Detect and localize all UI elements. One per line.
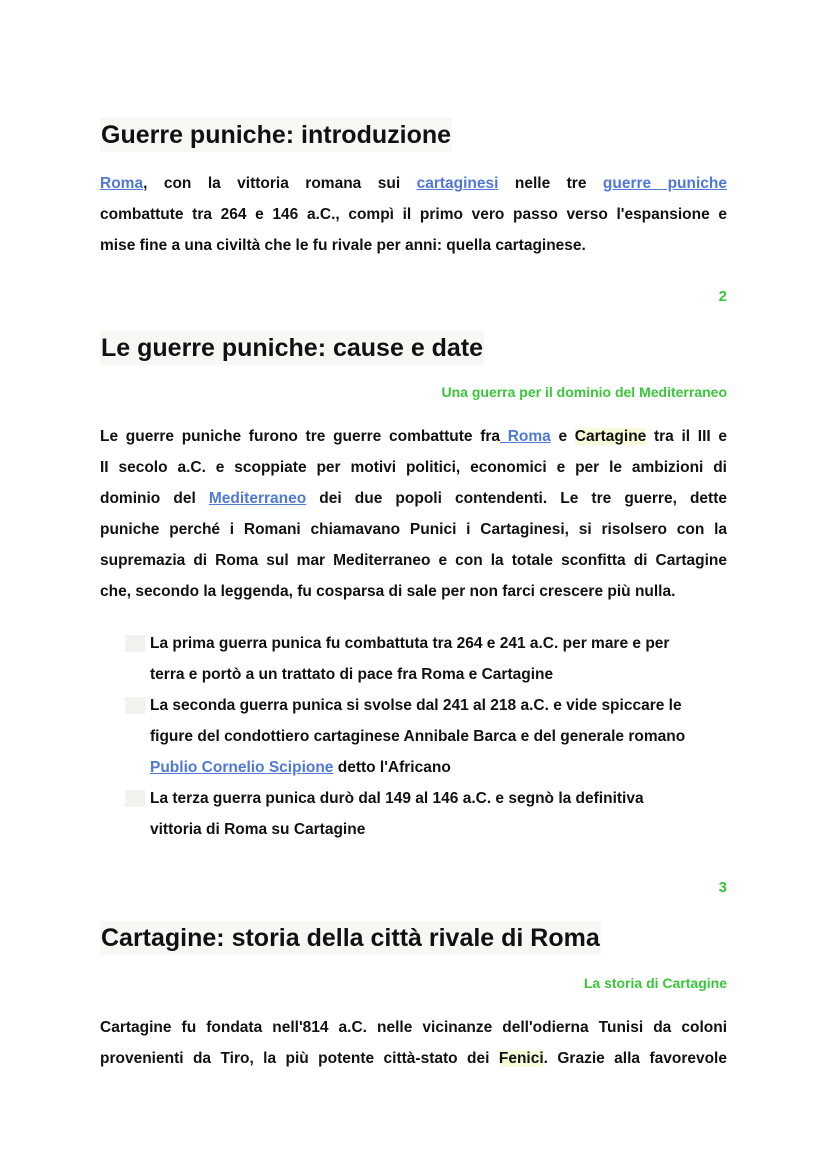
highlight-fenici: Fenici	[498, 1050, 544, 1067]
highlight-cartagine: Cartagine	[574, 428, 647, 445]
text-line: mise fine a una civiltà che le fu rivale per anni: quella cartaginese.	[100, 237, 586, 254]
text-line: Cartagine fu fondata nell'814 a.C. nelle vicinanze dell'odierna Tunisi da coloni	[100, 1019, 727, 1036]
intro-paragraph	[100, 168, 727, 261]
section-subtitle: La storia di Cartagine	[583, 975, 727, 991]
text-line: puniche perché i Romani chiamavano Punici i Cartaginesi, si risolsero con la	[100, 521, 727, 538]
text: dei due popoli contendenti. Le tre guerre, dette	[306, 490, 727, 507]
section-number: 2	[718, 288, 727, 305]
text-line: figure del condottiero cartaginese Annibale Barca e del generale romano	[150, 728, 686, 745]
text: . Grazie alla favorevole	[543, 1050, 727, 1067]
section-title-intro: Guerre puniche: introduzione	[100, 118, 452, 152]
text-line: vittoria di Roma su Cartagine	[150, 821, 366, 838]
text-line: supremazia di Roma sul mar Mediterraneo e con la totale sconfitta di Cartagine	[100, 552, 727, 569]
text: nelle tre	[498, 175, 603, 192]
text-line: che, secondo la leggenda, fu cosparsa di sale per non farci crescere più nulla.	[100, 583, 676, 600]
text: detto l'Africano	[333, 759, 451, 776]
cartagine-paragraph	[100, 1012, 727, 1074]
bullet-marker	[125, 635, 145, 652]
list-item	[125, 628, 727, 690]
section-title-cartagine: Cartagine: storia della città rivale di Roma	[100, 921, 601, 955]
text-line: La prima guerra punica fu combattuta tra 264 e 241 a.C. per mare e per	[150, 635, 670, 652]
text: Le guerre puniche furono tre guerre combattute fra	[100, 428, 501, 445]
text: e	[550, 428, 575, 445]
text-line: terra e portò a un trattato di pace fra Roma e Cartagine	[150, 666, 554, 683]
text-line: La seconda guerra punica si svolse dal 241 al 218 a.C. e vide spiccare le	[150, 697, 682, 714]
section-number: 3	[718, 879, 727, 896]
section-subtitle: Una guerra per il dominio del Mediterraneo	[441, 384, 727, 400]
bullet-marker	[125, 790, 145, 807]
link-roma[interactable]: Roma	[500, 428, 551, 445]
wars-list	[125, 628, 727, 845]
list-item	[125, 690, 727, 783]
bullet-marker	[125, 697, 145, 714]
text-line: La terza guerra punica durò dal 149 al 146 a.C. e segnò la definitiva	[150, 790, 644, 807]
text: provenienti da Tiro, la più potente città-stato dei	[100, 1050, 499, 1067]
section-title-cause: Le guerre puniche: cause e date	[100, 331, 484, 365]
cause-paragraph	[100, 421, 727, 607]
text: , con la vittoria romana sui	[143, 175, 417, 192]
list-item	[125, 783, 727, 845]
link-guerre-puniche[interactable]: guerre puniche	[602, 175, 727, 192]
link-cartaginesi[interactable]: cartaginesi	[416, 175, 499, 192]
link-mediterraneo[interactable]: Mediterraneo	[208, 490, 307, 507]
link-roma[interactable]: Roma	[100, 175, 144, 192]
text-line: II secolo a.C. e scoppiate per motivi politici, economici e per le ambizioni di	[100, 459, 727, 476]
text: tra il III e	[646, 428, 727, 445]
link-scipione[interactable]: Publio Cornelio Scipione	[150, 759, 334, 776]
text-line: combattute tra 264 e 146 a.C., compì il primo vero passo verso l'espansione e	[100, 206, 727, 223]
text: dominio del	[100, 490, 209, 507]
